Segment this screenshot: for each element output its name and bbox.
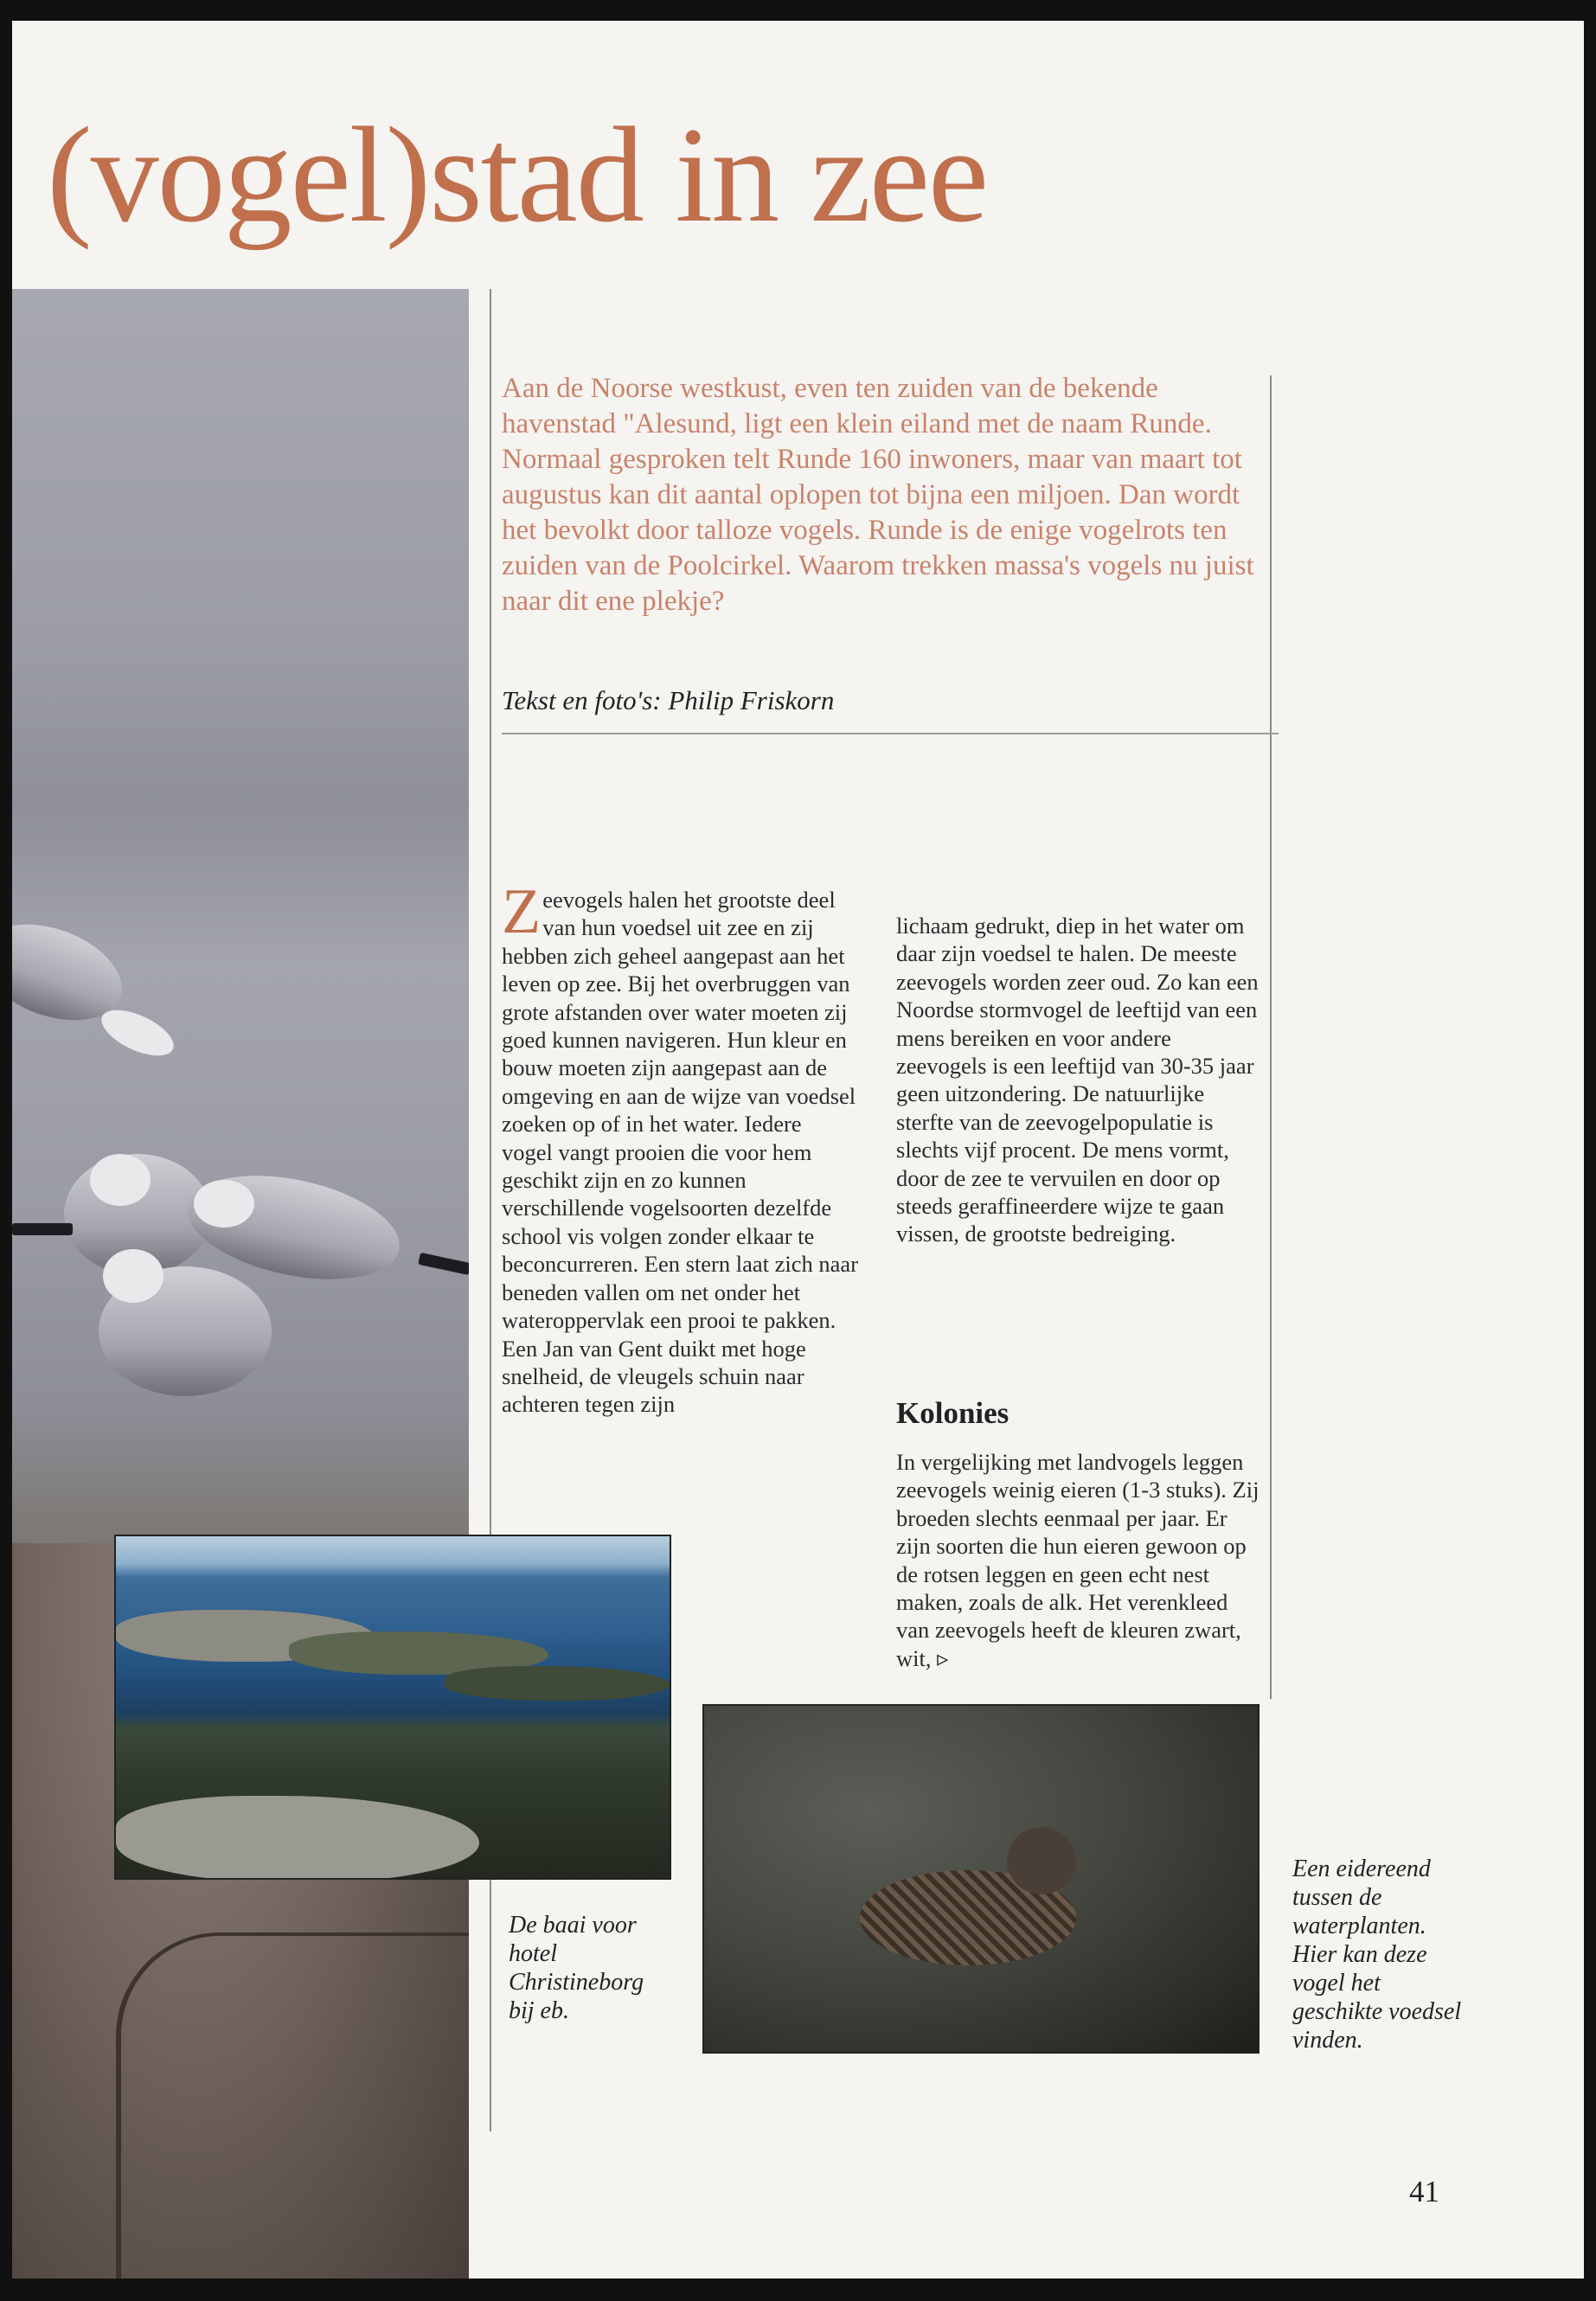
rock-crack [116,1932,469,2279]
duck-head [1007,1827,1076,1894]
section-heading: Kolonies [896,1396,1010,1430]
article-title: (vogel)stad in zee [47,99,988,251]
column-rule-right [1270,375,1272,1699]
caption-eider: Een eidereend tussen de waterplanten. Hier kan deze vogel het geschikte voedsel vinden. [1292,1856,1462,2054]
drop-cap: Z [502,876,542,947]
photo-kittiwakes-on-rock [12,289,469,2279]
body-column-1-text: eevogels halen het grootste deel van hun voedsel uit zee en zij hebben zich geheel aangepast aan het leven op zee. Bij het overbruggen van grote afstanden over water moeten zij goed kunnen navigeren. Hun kleur en bouw moeten zijn aangepast aan de omgeving en aan de wijze van voedsel zoeken op of in het water. Iedere vogel vangt prooien die voor hem geschikt zijn en zo kunnen verschillende vogelsoorten dezelfde school vis volgen zonder elkaar te beconcurreren. Een stern laat zich naar beneden vallen om net onder het wateroppervlak een prooi te pakken. Een Jan van Gent duikt met hoge snelheid, de vleugels schuin naar achteren tegen zijn [502,887,858,1418]
page-number: 41 [1409,2175,1439,2208]
intro-paragraph: Aan de Noorse westkust, even ten zuiden van de bekende havenstad "Alesund, ligt een klein eiland met de naam Runde. Normaal gesproken telt Runde 160 inwoners, maar van maart tot augustus kan dit aantal oplopen tot bijna een miljoen. Dan wordt het bevolkt door talloze vogels. Runde is de enige vogelrots ten zuiden van de Poolcirkel. Waarom trekken massa's vogels nu juist naar dit ene plekje? [502,373,1254,617]
caption-bay: De baai voor hotel Christineborg bij eb. [509,1912,644,2024]
author-credit: Tekst en foto's: Philip Friskorn [502,685,835,715]
body-column-2: lichaam gedrukt, diep in het water om daar zijn voedsel te halen. De meeste zeevogels worden zeer oud. Zo kan een Noordse stormvogel de leeftijd van een mens bereiken en voor andere zeevogels is een leeftijd van 30-35 jaar geen uitzondering. De natuurlijke sterfte van de zeevogelpopulatie is slechts vijf procent. De mens vormt, door de zee te vervuilen en door op steeds geraffineerdere wijze te gaan vissen, de grootste bedreiging. [896,913,1259,1247]
body-column-3: In vergelijking met landvogels leggen zeevogels weinig eieren (1-3 stuks). Zij broeden slechts eenmaal per jaar. Er zijn soorten die hun eieren gewoon op de rotsen leggen en geen echt nest maken, zoals de alk. Het verenkleed van zeevogels heeft de kleuren zwart, wit, ▹ [896,1449,1259,1671]
body-column-1 [502,876,858,1419]
intro-divider [502,733,1279,734]
photo-bay-at-low-tide [114,1535,671,1880]
magazine-page [12,21,1584,2279]
photo-eider-duck [702,1704,1259,2054]
